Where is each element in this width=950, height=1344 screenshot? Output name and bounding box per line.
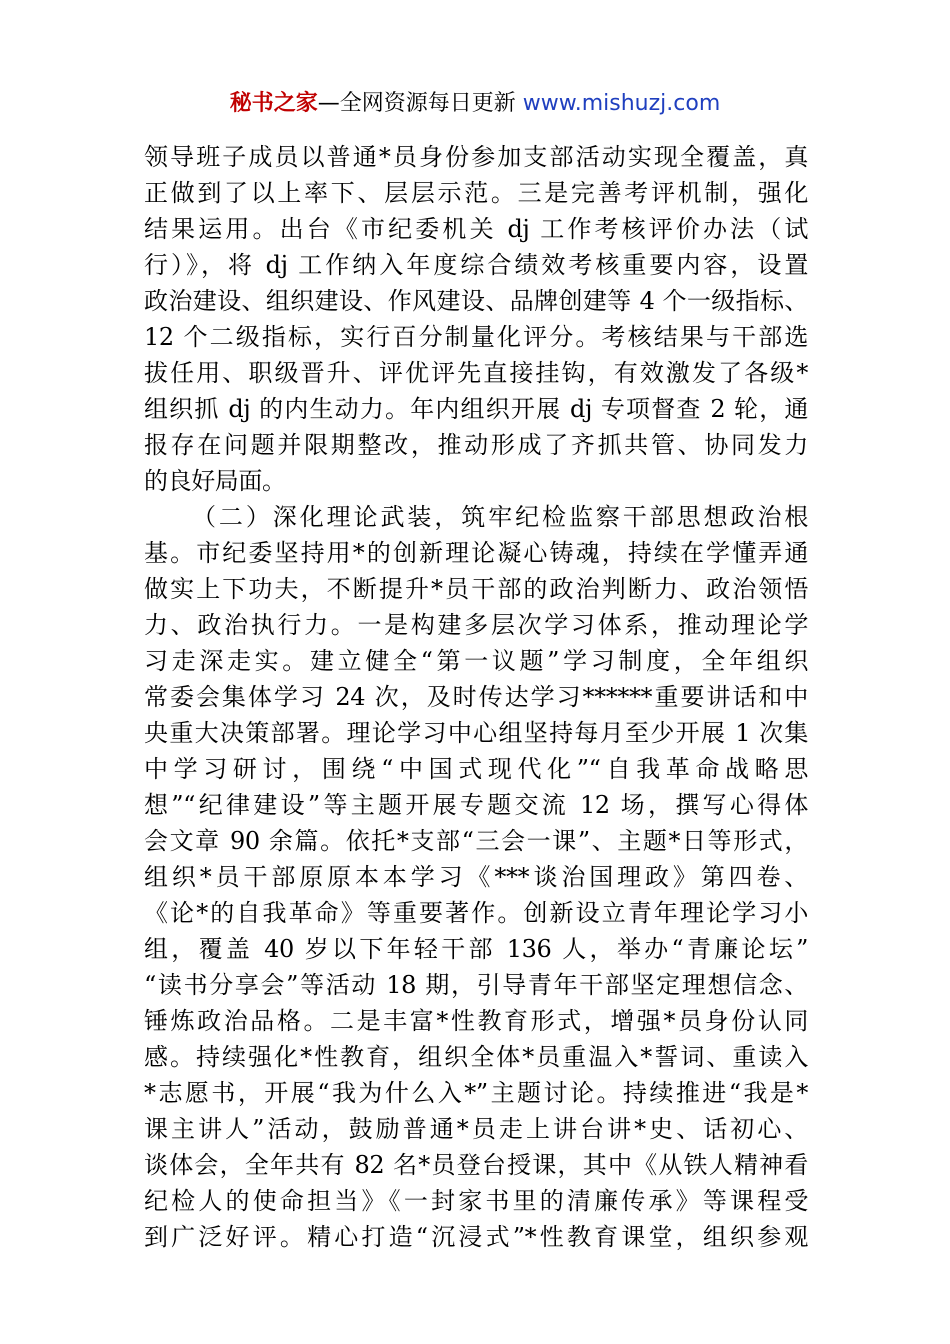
text-line: 行）》，将 dj 工作纳入年度综合绩效考核重要内容，设置 (144, 251, 808, 279)
text-line: 组织抓 dj 的内生动力。年内组织开展 dj 专项督查 2 轮，通 (144, 395, 808, 423)
text-line: 习走深走实。建立健全“第一议题”学习制度，全年组织 (144, 647, 808, 675)
paragraph-first-line: （二）深化理论武装，筑牢纪检监察干部思想政治根 (192, 503, 808, 531)
text-line: 做实上下功夫，不断提升*员干部的政治判断力、政治领悟 (144, 575, 808, 603)
text-line: 力、政治执行力。一是构建多层次学习体系，推动理论学 (144, 611, 808, 639)
text-line: 组，覆盖 40 岁以下年轻干部 136 人，举办“青廉论坛” (144, 935, 808, 963)
site-tagline: —全网资源每日更新 (317, 91, 523, 116)
site-brand: 秘书之家 (229, 91, 318, 116)
text-line: 结果运用。出台《市纪委机关 dj 工作考核评价办法（试 (144, 215, 808, 243)
text-line: *志愿书，开展“我为什么入*”主题讨论。持续推进“我是* (144, 1079, 808, 1107)
text-line: “读书分享会”等活动 18 期，引导青年干部坚定理想信念、 (144, 971, 808, 999)
text-line: 想”“纪律建设”等主题开展专题交流 12 场，撰写心得体 (144, 791, 808, 819)
text-line: 组织*员干部原原本本学习《***谈治国理政》第四卷、 (144, 863, 808, 891)
text-line: 正做到了以上率下、层层示范。三是完善考评机制，强化 (144, 179, 808, 207)
text-line: 到广泛好评。精心打造“沉浸式”*性教育课堂，组织参观 (144, 1223, 808, 1251)
text-line: 课主讲人”活动，鼓励普通*员走上讲台讲*史、话初心、 (144, 1115, 808, 1143)
text-line: 央重大决策部署。理论学习中心组坚持每月至少开展 1 次集 (144, 719, 808, 747)
text-line: 会文章 90 余篇。依托*支部“三会一课”、主题*日等形式， (144, 827, 808, 855)
text-line: 《论*的自我革命》等重要著作。创新设立青年理论学习小 (144, 899, 808, 927)
text-line: 锤炼政治品格。二是丰富*性教育形式，增强*员身份认同 (144, 1007, 808, 1035)
text-line: 中学习研讨，围绕“中国式现代化”“自我革命战略思 (144, 755, 808, 783)
text-line: 谈体会，全年共有 82 名*员登台授课，其中《从铁人精神看 (144, 1151, 808, 1179)
text-line: 领导班子成员以普通*员身份参加支部活动实现全覆盖，真 (144, 143, 808, 171)
text-line: 政治建设、组织建设、作风建设、品牌创建等 4 个一级指标、 (144, 287, 808, 315)
site-header (0, 88, 950, 120)
text-line: 常委会集体学习 24 次，及时传达学习******重要讲话和中 (144, 683, 808, 711)
text-line: 纪检人的使命担当》《一封家书里的清廉传承》等课程受 (144, 1187, 808, 1215)
text-line: 感。持续强化*性教育，组织全体*员重温入*誓词、重读入 (144, 1043, 808, 1071)
document-body (144, 139, 808, 1255)
text-line: 报存在问题并限期整改，推动形成了齐抓共管、协同发力 (144, 431, 808, 459)
text-line: 基。市纪委坚持用*的创新理论凝心铸魂，持续在学懂弄通 (144, 539, 808, 567)
site-url[interactable]: www.mishuzj.com (522, 91, 721, 116)
text-line: 的良好局面。 (144, 467, 286, 495)
text-line: 12 个二级指标，实行百分制量化评分。考核结果与干部选 (144, 323, 808, 351)
text-line: 拔任用、职级晋升、评优评先直接挂钩，有效激发了各级* (144, 359, 808, 387)
